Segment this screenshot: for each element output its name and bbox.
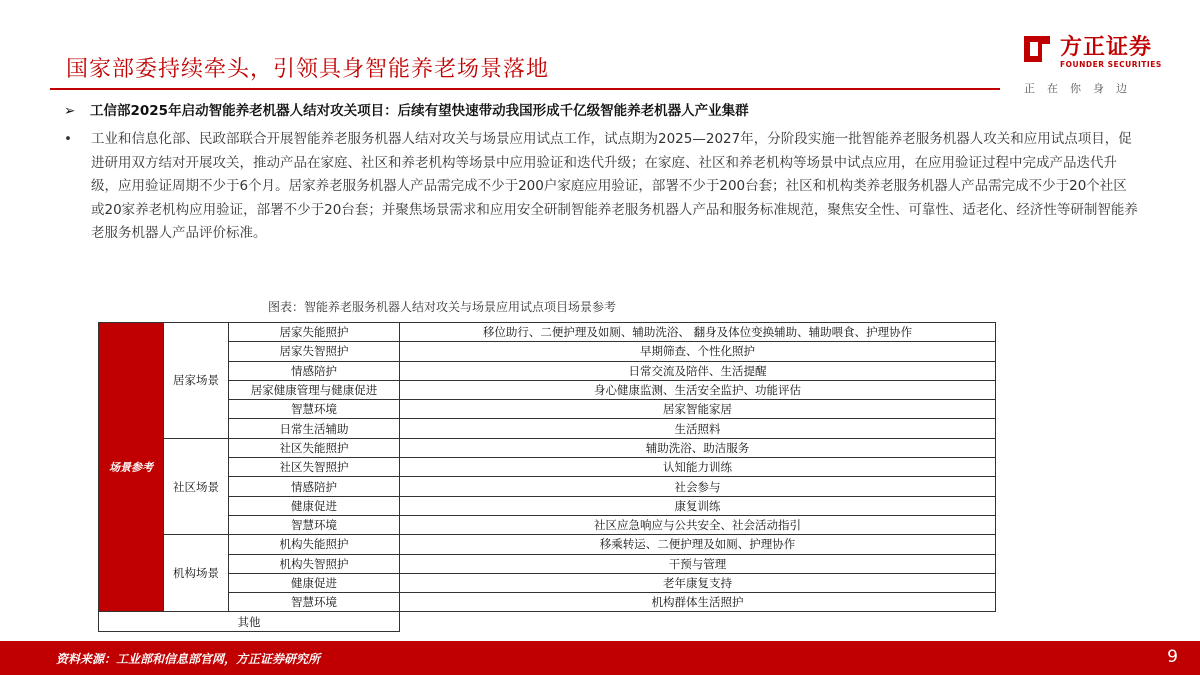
category-cell: 智慧环境 (229, 593, 400, 612)
logo-mark-icon (1022, 34, 1052, 64)
table-row (99, 554, 996, 573)
description-cell: 社区应急响应与公共安全、社会活动指引 (400, 515, 996, 534)
category-cell: 智慧环境 (229, 515, 400, 534)
source-note: 资料来源：工业部和信息部官网，方正证券研究所 (56, 652, 321, 666)
category-cell: 智慧环境 (229, 400, 400, 419)
page-number: 9 (1167, 647, 1178, 667)
table-row (99, 419, 996, 438)
subheading-text: 工信部2025年启动智能养老机器人结对攻关项目：后续有望快速带动我国形成千亿级智能养老机器人产业集群 (90, 103, 749, 119)
arrow-bullet-icon: ➢ (64, 103, 76, 119)
description-cell: 早期筛查、个性化照护 (400, 342, 996, 361)
category-cell: 健康促进 (229, 573, 400, 592)
ref-label-cell: 场景参考 (99, 323, 164, 612)
scene-cell: 居家场景 (164, 323, 229, 439)
category-cell: 居家失能照护 (229, 323, 400, 342)
description-cell: 认知能力训练 (400, 458, 996, 477)
table-row (99, 380, 996, 399)
category-cell: 情感陪护 (229, 361, 400, 380)
footer (0, 641, 1200, 675)
table-row (99, 458, 996, 477)
category-cell: 日常生活辅助 (229, 419, 400, 438)
description-cell: 康复训练 (400, 496, 996, 515)
table-row (99, 400, 996, 419)
category-cell: 健康促进 (229, 496, 400, 515)
bullet-text: 工业和信息化部、民政部联合开展智能养老服务机器人结对攻关与场景应用试点工作，试点期为2025—2027年，分阶段实施一批智能养老服务机器人攻关和应用试点项目，促进研用双方结对开展攻关，推动产品在家庭、社区和养老机构等场景中应用验证和迭代升级；在家庭、社区和养老机构等场景中试点应用，在应用验证过程中完成产品迭代升级，应用验证周期不少于6个月。居家养老服务机器人产品需完成不少于200户家庭应用验证，部署不少于200台套；社区和机构类养老服务机器人产品需完成不少于20个社区或20家养老机构应用验证，部署不少于20台套；并聚焦场景需求和应用安全研制智能养老服务机器人产品和服务标准规范，聚焦安全性、可靠性、适老化、经济性等研制智能养老服务机器人产品评价标准。 (91, 131, 1138, 241)
table-row (99, 593, 996, 612)
table-row (99, 438, 996, 457)
company-logo (1022, 30, 1172, 100)
description-cell: 社会参与 (400, 477, 996, 496)
table-row (99, 342, 996, 361)
bullet-paragraph (64, 128, 1139, 246)
table-caption: 图表：智能养老服务机器人结对攻关与场景应用试点项目场景参考 (268, 300, 617, 314)
description-cell: 辅助洗浴、助洁服务 (400, 438, 996, 457)
subheading (64, 99, 749, 119)
description-cell: 居家智能家居 (400, 400, 996, 419)
table-row (99, 515, 996, 534)
description-cell: 身心健康监测、生活安全监护、功能评估 (400, 380, 996, 399)
category-cell: 社区失智照护 (229, 458, 400, 477)
category-cell: 居家健康管理与健康促进 (229, 380, 400, 399)
table-row (99, 496, 996, 515)
description-cell: 日常交流及陪伴、生活提醒 (400, 361, 996, 380)
scene-cell: 社区场景 (164, 438, 229, 534)
page-title: 国家部委持续牵头，引领具身智能养老场景落地 (66, 57, 550, 82)
category-cell: 社区失能照护 (229, 438, 400, 457)
description-cell: 移乘转运、二便护理及如厕、护理协作 (400, 535, 996, 554)
description-cell: 生活照料 (400, 419, 996, 438)
scene-cell: 机构场景 (164, 535, 229, 612)
table-row (99, 477, 996, 496)
description-cell: 机构群体生活照护 (400, 593, 996, 612)
category-cell: 居家失智照护 (229, 342, 400, 361)
bullet-dot-icon: • (64, 131, 72, 147)
table-row (99, 612, 996, 631)
category-cell: 情感陪护 (229, 477, 400, 496)
category-cell: 机构失能照护 (229, 535, 400, 554)
description-cell: 老年康复支持 (400, 573, 996, 592)
logo-name-en: FOUNDER SECURITIES (1060, 60, 1162, 69)
logo-slogan: 正在你身边 (1024, 82, 1139, 95)
table-row (99, 535, 996, 554)
table-row (99, 573, 996, 592)
description-cell: 干预与管理 (400, 554, 996, 573)
table-row (99, 323, 996, 342)
logo-name-cn: 方正证券 (1060, 35, 1153, 60)
table-row (99, 361, 996, 380)
category-cell: 机构失智照护 (229, 554, 400, 573)
title-rule (50, 88, 1000, 90)
scenario-table (98, 322, 996, 632)
other-cell: 其他 (99, 612, 400, 631)
description-cell: 移位助行、二便护理及如厕、辅助洗浴、 翻身及体位变换辅助、辅助喂食、护理协作 (400, 323, 996, 342)
